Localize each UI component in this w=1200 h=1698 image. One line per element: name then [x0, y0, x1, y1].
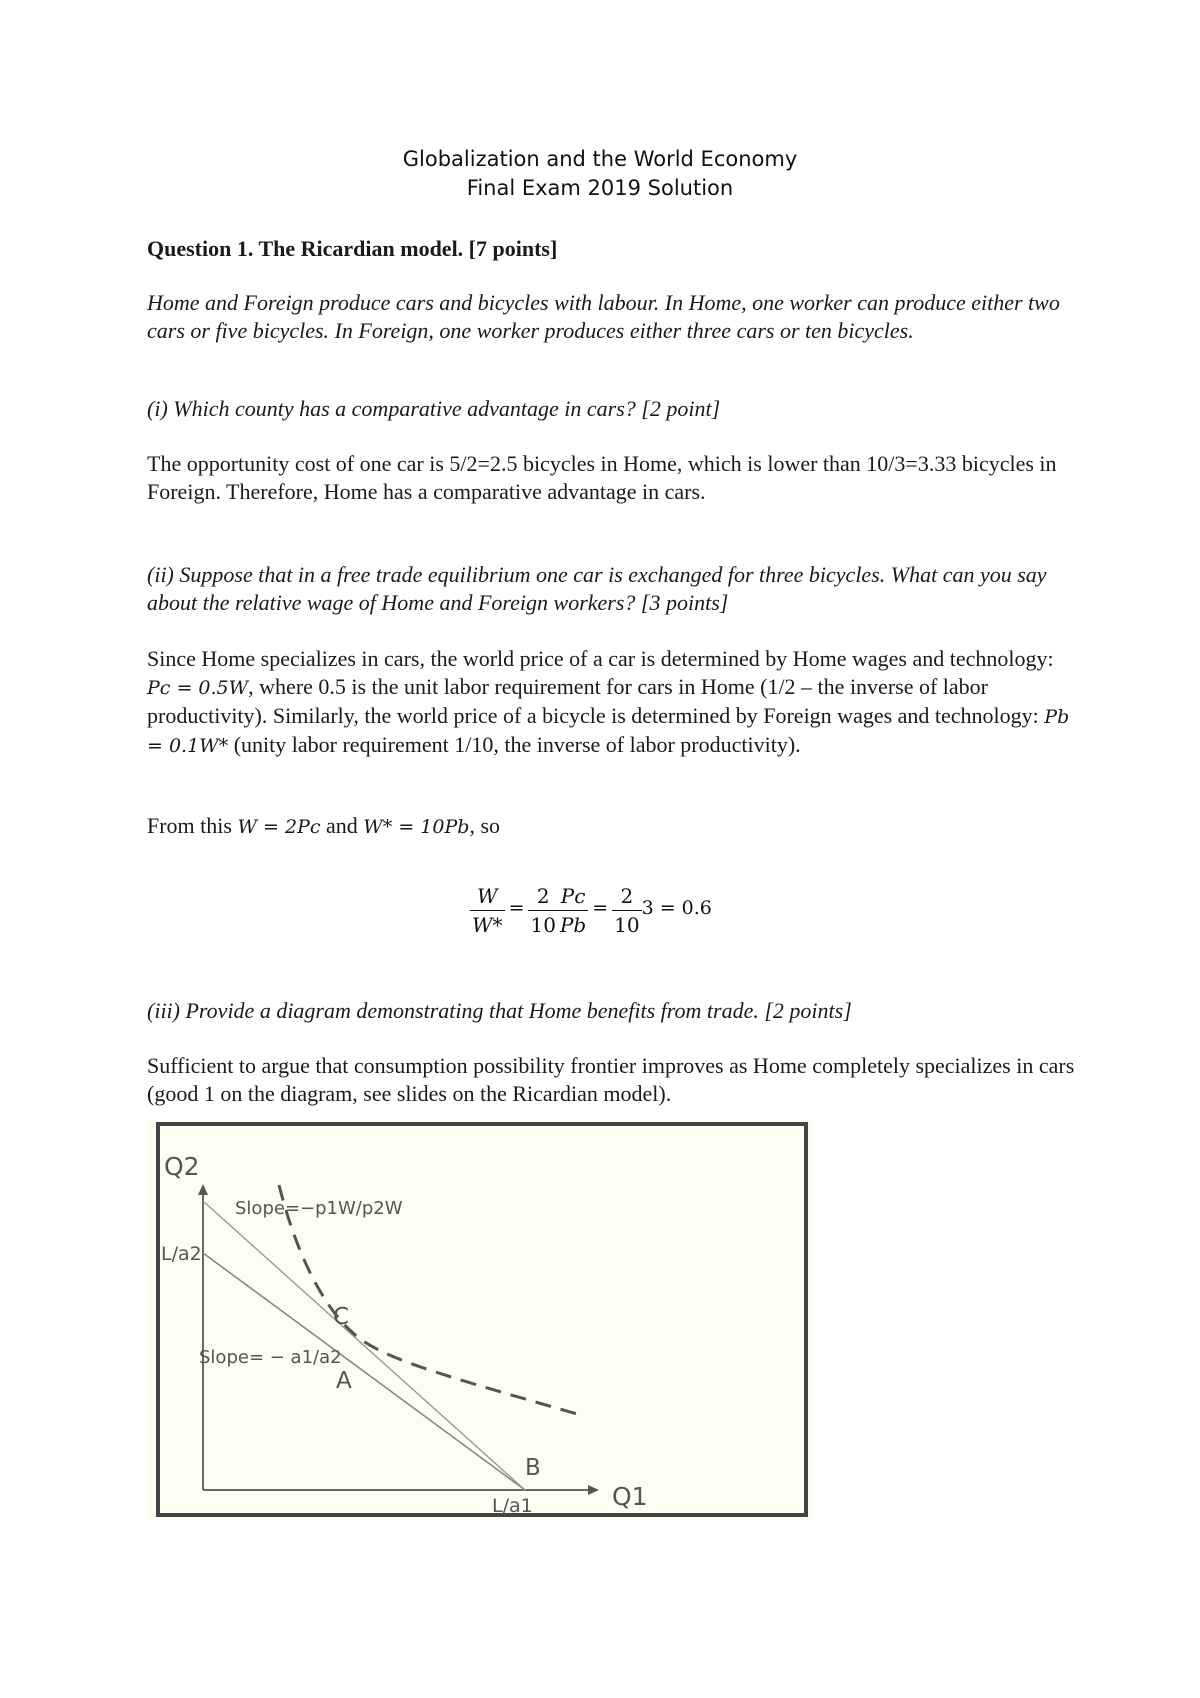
part-i-question: (i) Which county has a comparative advantage in cars? [2 point] [147, 396, 721, 421]
equals-sign: = [592, 897, 609, 920]
from-this-line [147, 812, 1077, 841]
fraction-productivity [528, 882, 557, 939]
question-intro: Home and Foreign produce cars and bicycles with labour. In Home, one worker can produce either two cars or five bicycles. In Foreign, one worker produces either three cars or ten bicycles. [147, 290, 1060, 343]
so-text: , so [469, 813, 500, 838]
diagram-background [147, 1120, 813, 1520]
numerator: 2 [612, 882, 641, 911]
fraction-wage [470, 882, 505, 939]
answer-text: Since Home specializes in cars, the world price of a car is determined by Home wages and technology: [147, 646, 1054, 671]
numerator: W [470, 882, 505, 911]
equation-tail: 3 = 0.6 [641, 897, 712, 920]
wage-foreign-formula: W* = 10Pb [363, 816, 470, 838]
part-i-answer: The opportunity cost of one car is 5/2=2.5 bicycles in Home, which is lower than 10/3=3.33 bicycles in Foreign. Therefore, Home has a comparative advantage in cars. [147, 451, 1057, 504]
equals-sign: = [508, 897, 525, 920]
part-ii-question: (ii) Suppose that in a free trade equilibrium one car is exchanged for three bicycles. What can you say about the relative wage of Home and Foreign workers? [3 points] [147, 562, 1047, 615]
point-c-label: C [333, 1304, 350, 1330]
fraction-prices [558, 882, 588, 939]
relative-wage-equation [470, 882, 770, 942]
document-title: Globalization and the World Economy [402, 147, 798, 171]
part-iii-question: (iii) Provide a diagram demonstrating that Home benefits from trade. [2 points] [147, 998, 852, 1023]
and-text: and [320, 813, 364, 838]
wage-home-formula: W = 2Pc [237, 816, 321, 838]
y-intercept-label: L/a2 [161, 1243, 202, 1265]
slope-world-label: Slope=−p1W/p2W [235, 1198, 403, 1219]
point-b-label: B [525, 1455, 541, 1481]
answer-text: , where 0.5 is the unit labor requirement for cars in Home (1/2 – the inverse of labor productivity). Similarly, the world price of a bicycle is determined by Foreign wages and technology: [147, 674, 1045, 728]
diagram-svg [147, 1120, 813, 1520]
answer-text: (unity labor requirement 1/10, the inverse of labor productivity). [228, 732, 801, 757]
document-subtitle: Final Exam 2019 Solution [466, 176, 734, 200]
slope-home-label: Slope= − a1/a2 [199, 1347, 342, 1368]
from-this-text: From this [147, 813, 238, 838]
y-axis-label: Q2 [164, 1152, 200, 1181]
numerator: 2 [528, 882, 557, 911]
ricardian-diagram [147, 1120, 813, 1520]
fraction-result [612, 882, 641, 939]
price-car-formula: Pc = 0.5W [147, 677, 249, 699]
price-bicycle-formula: Pb = 0.1W* [147, 706, 1070, 757]
denominator: W* [472, 913, 503, 937]
point-a-label: A [336, 1368, 352, 1394]
denominator: Pb [559, 913, 587, 937]
denominator: 10 [530, 913, 556, 937]
x-intercept-label: L/a1 [492, 1495, 533, 1517]
denominator: 10 [614, 913, 640, 937]
question-heading: Question 1. The Ricardian model. [7 points] [147, 236, 558, 261]
part-ii-answer [147, 645, 1077, 760]
part-iii-answer: Sufficient to argue that consumption possibility frontier improves as Home completely specializes in cars (good 1 on the diagram, see slides on the Ricardian model). [147, 1053, 1075, 1106]
numerator: Pc [558, 882, 588, 911]
x-axis-label: Q1 [612, 1482, 648, 1511]
